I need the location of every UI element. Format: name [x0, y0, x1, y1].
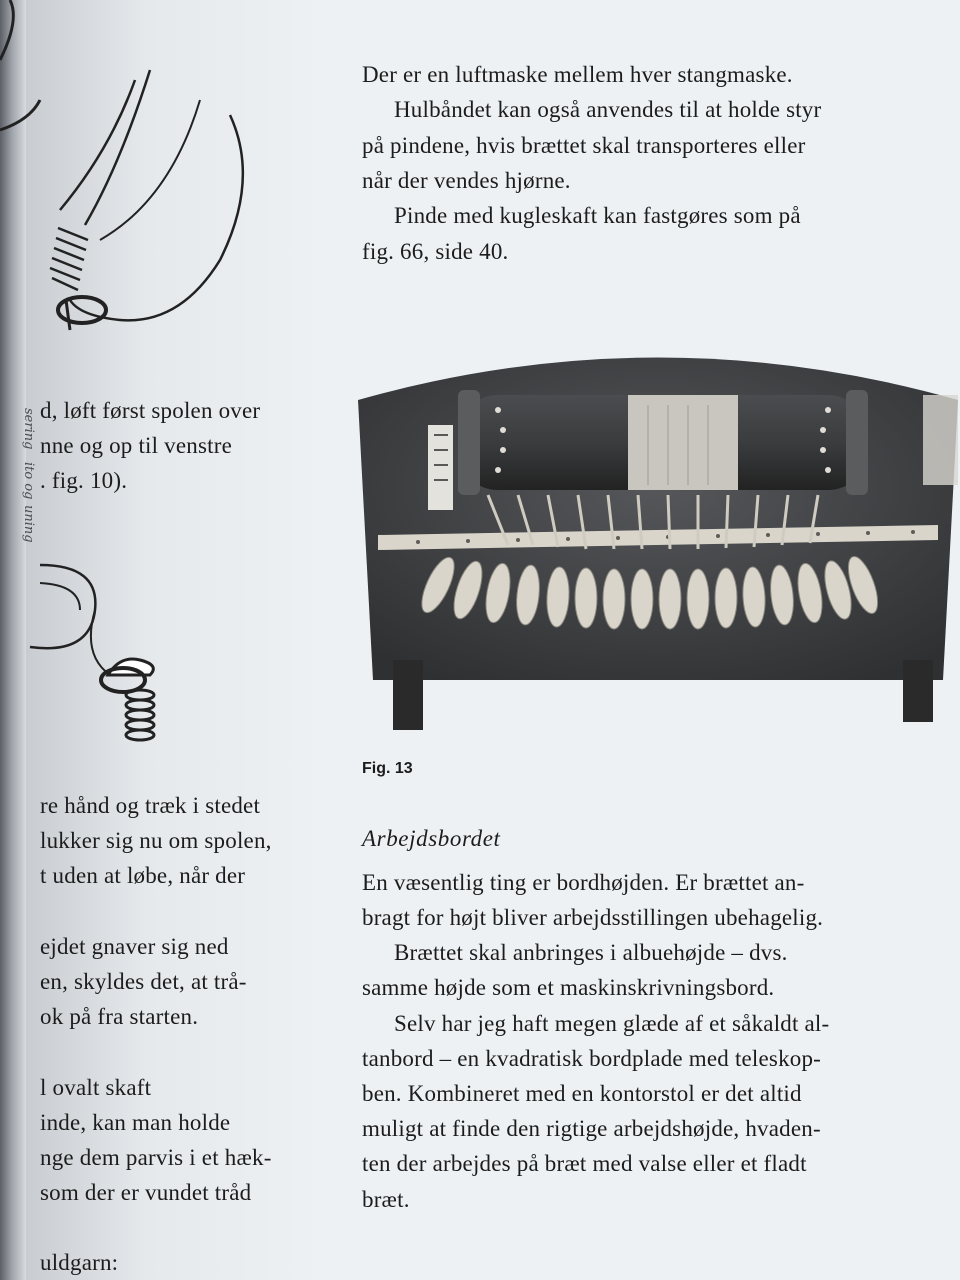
text-line: re hånd og træk i stedet: [40, 793, 261, 818]
text-line: Hulbåndet kan også anvendes til at holde styr: [394, 97, 822, 122]
lace-pillow-photo: [358, 335, 958, 730]
text-line: bræt.: [362, 1187, 410, 1212]
text-line: uldgarn:: [40, 1250, 119, 1275]
text-line: t uden at løbe, når der: [40, 863, 246, 888]
margin-note: ito og: [21, 462, 36, 500]
text-line: ejdet gnaver sig ned: [40, 934, 229, 959]
text-line: l ovalt skaft: [40, 1075, 152, 1100]
text-line: tanbord – en kvadratisk bordplade med teleskop-: [362, 1046, 822, 1071]
text-line: muligt at finde den rigtige arbejdshøjde, hvaden-: [362, 1116, 821, 1141]
text-line: . fig. 10).: [40, 468, 128, 493]
text-line: nge dem parvis i et hæk-: [40, 1145, 272, 1170]
text-line: fig. 66, side 40.: [362, 239, 509, 264]
text-line: Selv har jeg haft megen glæde af et såkaldt al-: [394, 1011, 830, 1036]
section-title: Arbejdsbordet: [362, 826, 501, 851]
text-line: ok på fra starten.: [40, 1004, 199, 1029]
text-line: som der er vundet tråd: [40, 1180, 252, 1205]
text-line: bragt for højt bliver arbejdsstillingen ubehagelig.: [362, 905, 824, 930]
text-line: En væsentlig ting er bordhøjden. Er brættet an-: [362, 870, 805, 895]
text-line: inde, kan man holde: [40, 1110, 231, 1135]
finger-hook-illustration-icon: [0, 0, 300, 340]
figure-caption: Fig. 13: [362, 760, 413, 777]
text-line: ben. Kombineret med en kontorstol er det altid: [362, 1081, 802, 1106]
text-line: Brættet skal anbringes i albuehøjde – dvs.: [394, 940, 788, 965]
right-page: [326, 0, 960, 1280]
text-line: når der vendes hjørne.: [362, 168, 571, 193]
text-line: nne og op til venstre: [40, 433, 232, 458]
text-line: d, løft først spolen over: [40, 398, 261, 423]
text-line: Der er en luftmaske mellem hver stangmaske.: [362, 62, 793, 87]
text-line: på pindene, hvis brættet skal transporteres eller: [362, 133, 806, 158]
margin-note: sering: [21, 408, 36, 450]
text-line: ten der arbejdes på bræt med valse eller et fladt: [362, 1151, 807, 1176]
left-page: [21, 0, 326, 1280]
text-line: en, skyldes det, at trå-: [40, 969, 247, 994]
text-line: lukker sig nu om spolen,: [40, 828, 272, 853]
text-line: samme højde som et maskinskrivningsbord.: [362, 975, 775, 1000]
margin-note: uning: [21, 505, 36, 543]
text-line: Pinde med kugleskaft kan fastgøres som på: [394, 203, 801, 228]
hand-spool-illustration-icon: [0, 555, 180, 755]
